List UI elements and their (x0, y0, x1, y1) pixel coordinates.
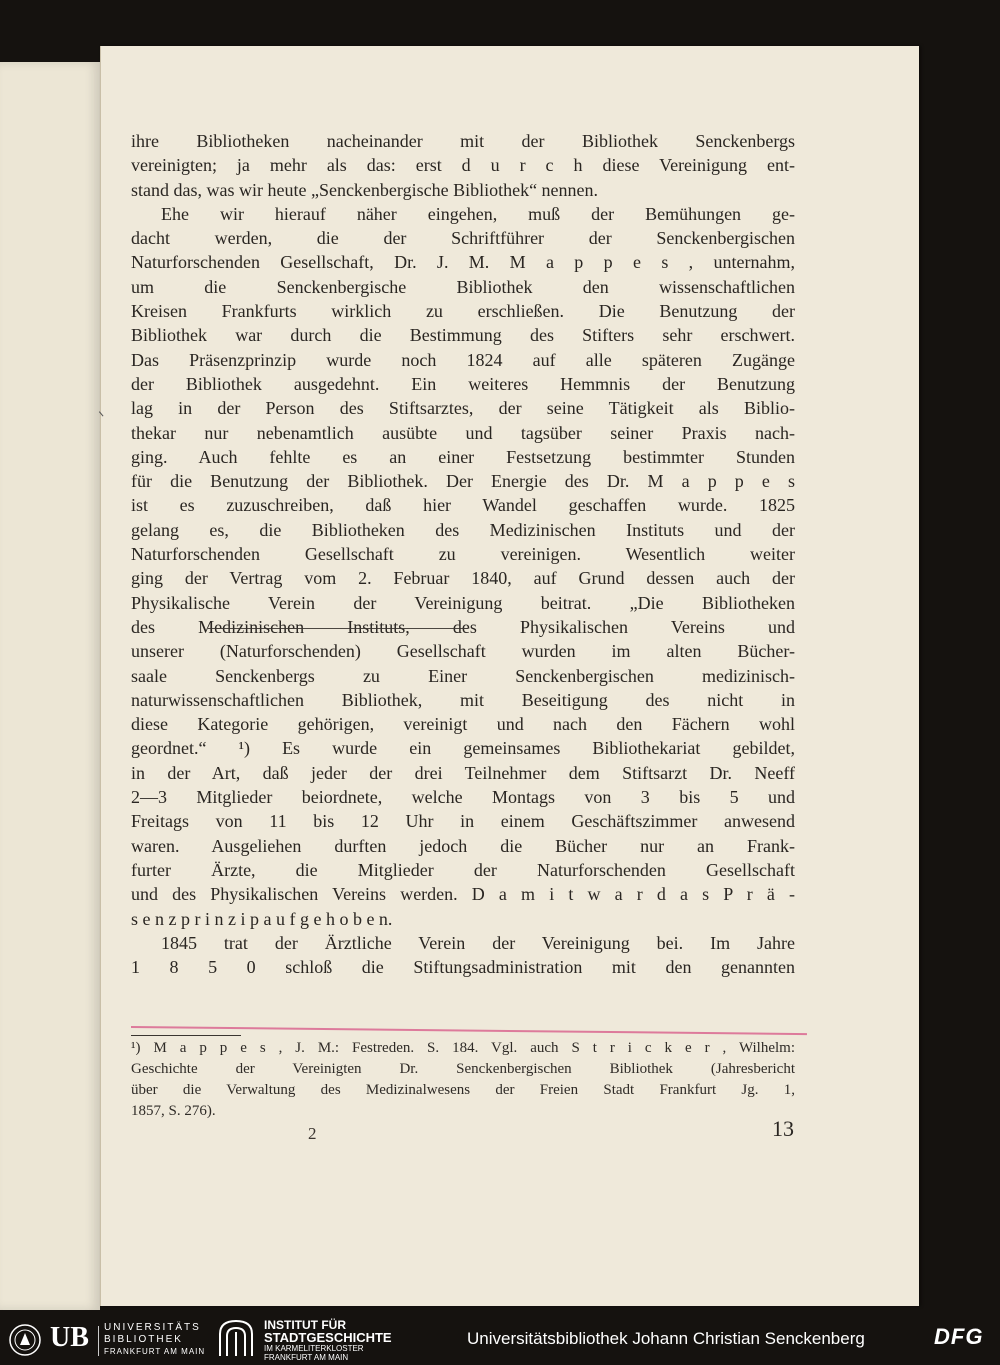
dfg-logo[interactable]: DFG (934, 1324, 984, 1349)
body-line: für die Benutzung der Bibliothek. Der Energie des Dr. M a p p e s (131, 471, 795, 492)
body-line: furter Ärzte, die Mitglieder der Naturforschenden Gesellschaft (131, 859, 795, 880)
footnote-line: Geschichte der Vereinigten Dr. Senckenbergischen Bibliothek (Jahresbericht (131, 1061, 795, 1077)
footnotes (131, 1038, 795, 1122)
body-line: saale Senckenbergs zu Einer Senckenbergischen medizinisch- (131, 665, 795, 686)
footnote-line: über die Verwaltung des Medizinalwesens der Freien Stadt Frankfurt Jg. 1, (131, 1082, 795, 1098)
body-line: dacht werden, die der Schriftführer der Senckenbergischen (131, 228, 795, 249)
body-line: lag in der Person des Stiftsarztes, der seine Tätigkeit als Biblio- (131, 398, 795, 419)
ub-divider (98, 1326, 99, 1356)
body-text (131, 129, 795, 979)
facing-page-edge (0, 62, 100, 1310)
body-line: Das Präsenzprinzip wurde noch 1824 auf alle späteren Zugänge (131, 349, 795, 370)
body-line: geordnet.“ ¹) Es wurde ein gemeinsames Bibliothekariat gebildet, (131, 738, 795, 759)
body-line: gelang es, die Bibliotheken des Medizinischen Instituts und der (131, 519, 795, 540)
body-line: s e n z p r i n z i p a u f g e h o b e n. (131, 908, 393, 929)
ub-logo[interactable] (4, 1320, 204, 1360)
body-line: 1845 trat der Ärztliche Verein der Vereinigung bei. Im Jahre (161, 932, 795, 953)
body-line: ihre Bibliotheken nacheinander mit der Bibliothek Senckenbergs (131, 131, 795, 151)
body-line: Naturforschenden Gesellschaft zu vereinigen. Wesentlich weiter (131, 544, 795, 565)
ub-letters: UB (50, 1322, 89, 1353)
arch-icon (216, 1318, 256, 1358)
body-line: ist es zuzuschreiben, daß hier Wandel geschaffen wurde. 1825 (131, 495, 795, 516)
body-line: ging der Vertrag vom 2. Februar 1840, auf Grund dessen auch der (131, 568, 795, 589)
body-line: der Bibliothek ausgedehnt. Ein weiteres Hemmnis der Benutzung (131, 373, 795, 394)
body-line: um die Senckenbergische Bibliothek den wissenschaftlichen (131, 276, 795, 297)
signature-mark: 2 (308, 1124, 317, 1143)
footnote-rule (131, 1035, 241, 1036)
body-line: des Medizinischen Instituts, des Physikalischen Vereins und (131, 616, 795, 637)
ub-seal-icon (8, 1323, 42, 1357)
footer-title-link[interactable]: Universitätsbibliothek Johann Christian Senckenberg (467, 1329, 865, 1348)
body-line: Kreisen Frankfurts wirklich zu erschließen. Die Benutzung der (131, 301, 795, 322)
ub-line-3: FRANKFURT AM MAIN (104, 1347, 206, 1356)
body-line: in der Art, daß jeder der drei Teilnehmer dem Stiftsarzt Dr. Neeff (131, 762, 795, 783)
page-number: 13 (772, 1116, 794, 1141)
body-line: Freitags von 11 bis 12 Uhr in einem Geschäftszimmer anwesend (131, 811, 795, 832)
ub-line-2: BIBLIOTHEK (104, 1334, 183, 1345)
body-line: waren. Ausgeliehen durften jedoch die Bücher nur an Frank- (131, 835, 795, 856)
footnote-line: 1857, S. 276). (131, 1103, 216, 1119)
ifs-line-3: IM KARMELITERKLOSTER (264, 1344, 364, 1353)
body-line: ging. Auch fehlte es an einer Festsetzung bestimmter Stunden (131, 446, 795, 467)
body-line: und des Physikalischen Vereins werden. D a m i t w a r d a s P r ä - (131, 884, 795, 905)
ub-line-1: UNIVERSITÄTS (104, 1322, 201, 1333)
body-line: Naturforschenden Gesellschaft, Dr. J. M. M a p p e s , unternahm, (131, 252, 795, 273)
footer-bar (0, 1310, 1000, 1365)
body-line: Physikalische Verein der Vereinigung beitrat. „Die Bibliotheken (131, 592, 795, 613)
ifs-line-2: STADTGESCHICHTE (264, 1330, 392, 1345)
body-line: 2—3 Mitglieder beiordnete, welche Montags von 3 bis 5 und (131, 787, 795, 808)
body-line: unserer (Naturforschenden) Gesellschaft wurden im alten Bücher- (131, 641, 795, 662)
ifs-line-4: FRANKFURT AM MAIN (264, 1353, 349, 1362)
ifs-line-1: INSTITUT FÜR (264, 1318, 346, 1332)
ifs-logo[interactable] (216, 1318, 416, 1362)
pencil-underline (208, 628, 468, 629)
body-line: diese Kategorie gehörigen, vereinigt und nach den Fächern wohl (131, 714, 795, 735)
body-line: naturwissenschaftlichen Bibliothek, mit Beseitigung des nicht in (131, 689, 795, 710)
body-line: stand das, was wir heute „Senckenbergische Bibliothek“ nennen. (131, 179, 599, 200)
footnote-line: ¹) M a p p e s , J. M.: Festreden. S. 184. Vgl. auch S t r i c k e r , Wilhelm: (131, 1040, 795, 1056)
body-line: Bibliothek war durch die Bestimmung des Stifters sehr erschwert. (131, 325, 795, 346)
body-line: vereinigten; ja mehr als das: erst d u r c h diese Vereinigung ent- (131, 155, 795, 176)
body-line: 1 8 5 0 schloß die Stiftungsadministration mit den genannten (131, 957, 795, 978)
body-line: Ehe wir hierauf näher eingehen, muß der Bemühungen ge- (161, 203, 795, 224)
body-line: thekar nur nebenamtlich ausübte und tagsüber seiner Praxis nach- (131, 422, 795, 443)
